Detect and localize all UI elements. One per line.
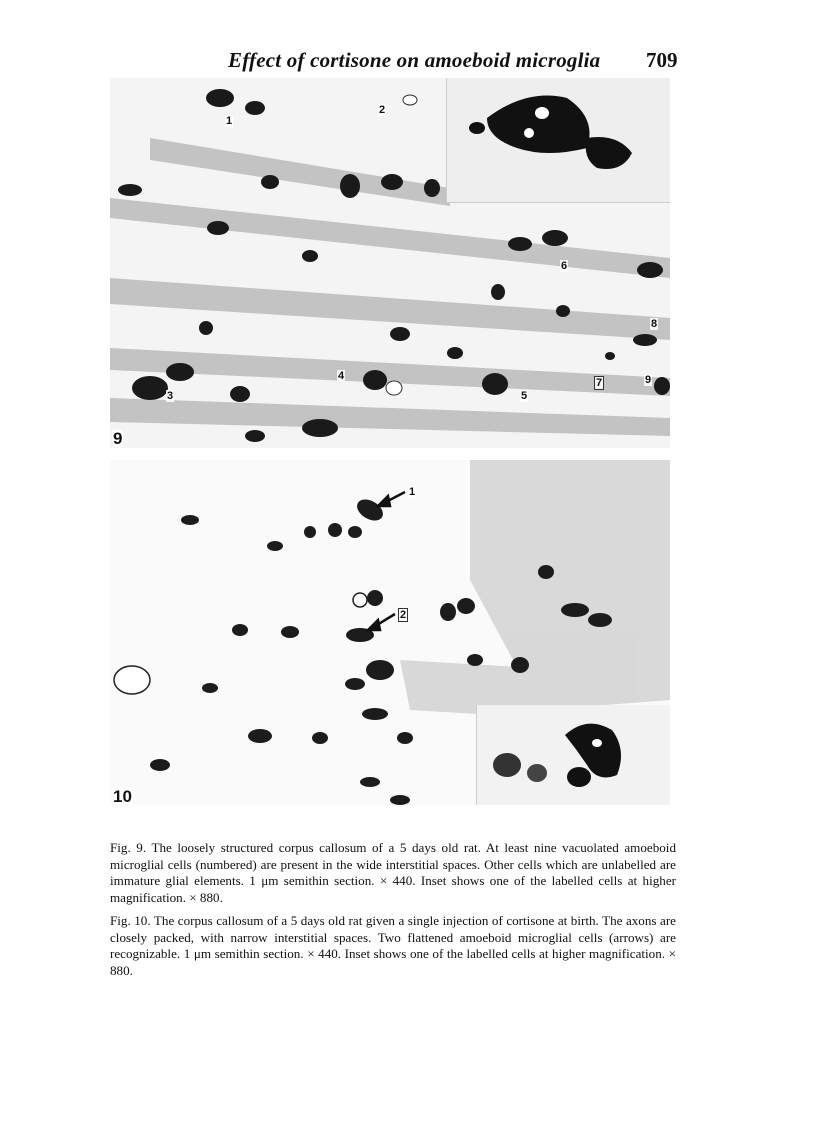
figure-10-panel-label: 10 xyxy=(113,787,132,805)
figure-10-inset-image xyxy=(477,705,670,805)
figure-10-micrograph xyxy=(110,460,670,805)
page-number: 709 xyxy=(646,48,678,72)
cell-label-7: 7 xyxy=(596,377,603,389)
cell-label-4: 4 xyxy=(338,370,345,382)
figure-9-caption: Fig. 9. The loosely structured corpus callosum of a 5 days old rat. At least nine vacuolated amoeboid microglial cells (numbered) are present in the wide interstitial spaces. Other cells which are unlabelled are immature glial elements. 1 μm semithin section. × 440. Inset shows one of the labelled cells at higher magnification. × 880. xyxy=(110,840,676,905)
arrow-label-2: 2 xyxy=(400,609,407,621)
figure-captions xyxy=(110,840,676,986)
figure-9-inset-image xyxy=(447,78,670,202)
cell-label-8: 8 xyxy=(651,318,658,330)
figure-9-inset xyxy=(446,78,670,203)
running-title: Effect of cortisone on amoeboid microglia xyxy=(228,48,601,72)
cell-label-5: 5 xyxy=(521,390,528,402)
cell-label-6: 6 xyxy=(561,260,568,272)
figure-9-micrograph xyxy=(110,78,670,448)
figure-10-caption: Fig. 10. The corpus callosum of a 5 days old rat given a single injection of cortisone at birth. The axons are closely packed, with narrow interstitial spaces. Two flattened amoeboid microglial cells (arrows) are recognizable. 1 μm semithin section. × 440. Inset shows one of the labelled cells at higher magnification. × 880. xyxy=(110,913,676,978)
figure-10-inset xyxy=(476,705,670,805)
cell-label-3: 3 xyxy=(167,390,174,402)
cell-label-9: 9 xyxy=(645,374,652,386)
arrow-label-1: 1 xyxy=(409,486,416,498)
cell-label-1: 1 xyxy=(226,115,233,127)
figure-9-panel-label: 9 xyxy=(113,429,123,448)
cell-label-2: 2 xyxy=(379,104,386,116)
